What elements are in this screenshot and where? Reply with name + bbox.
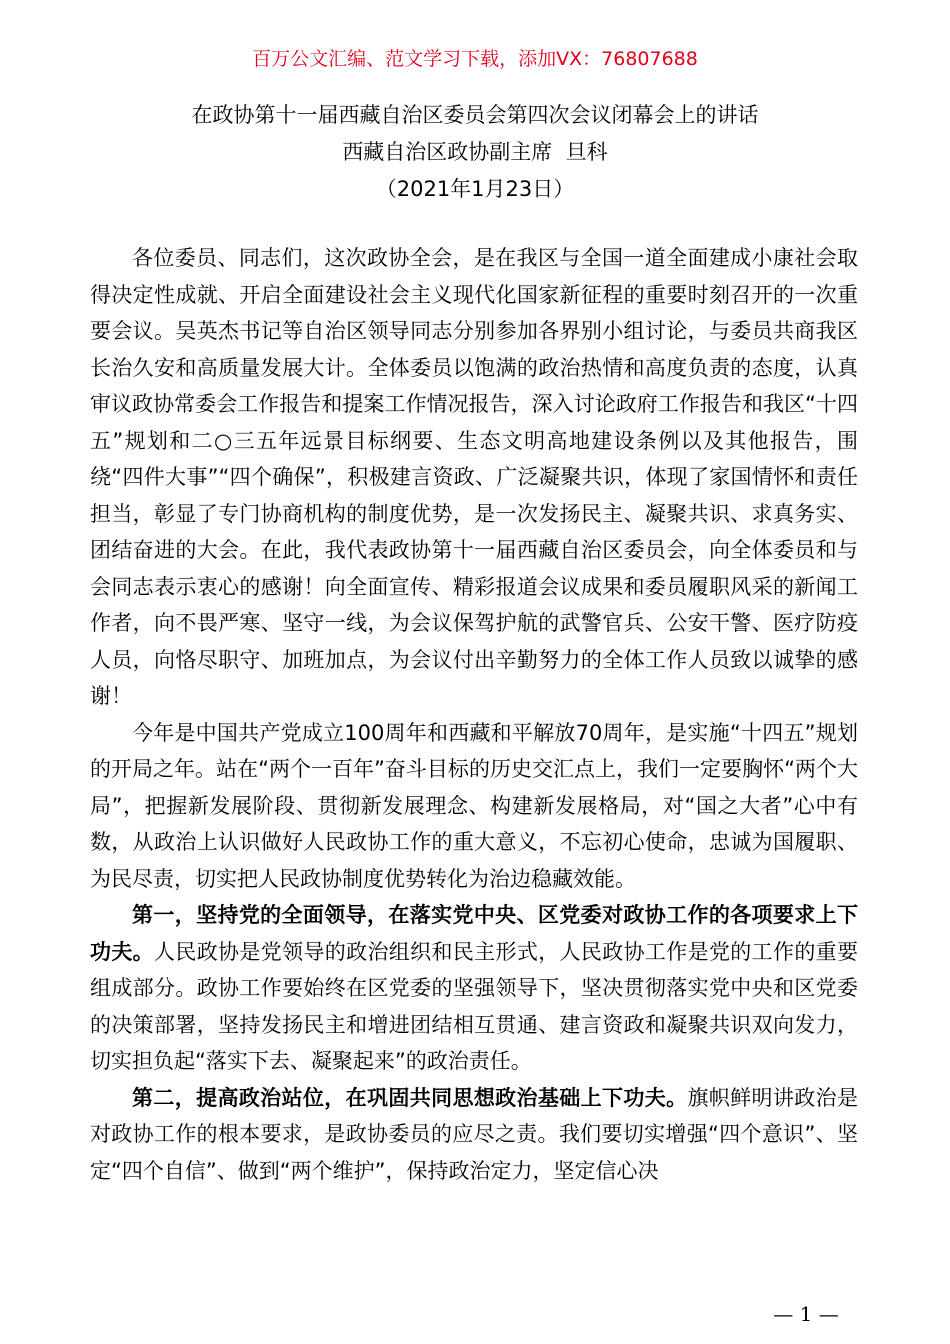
page-number: — 1 — xyxy=(773,1302,839,1326)
document-title: 在政协第十一届西藏自治区委员会第四次会议闭幕会上的讲话 xyxy=(191,103,759,127)
paragraph-point-one xyxy=(90,897,858,1080)
point-two-text: 旗帜鲜明讲政治是对政协工作的根本要求，是政协委员的应尽之责。我们要切实增强“四个意识”、坚定“四个自信”、做到“两个维护”，保持政治定力，坚定信心决 xyxy=(90,1085,858,1183)
speaker-line: 西藏自治区政协副主席 旦科 xyxy=(342,140,608,164)
speech-body xyxy=(90,240,858,1189)
speech-date: （2021年1月23日） xyxy=(375,177,575,201)
point-two-heading: 第二，提高政治站位，在巩固共同思想政治基础上下功夫。 xyxy=(132,1085,688,1110)
document-header xyxy=(0,97,950,208)
point-one-heading: 第一，坚持党的全面领导，在落实党中央、区党委对政协工作的各项要求上下功夫。 xyxy=(90,903,858,964)
watermark-banner: 百万公文汇编、范文学习下载，添加VX：76807688 xyxy=(252,48,698,70)
paragraph-anniversary: 今年是中国共产党成立100周年和西藏和平解放70周年，是实施“十四五”规划的开局之年。站在“两个一百年”奋斗目标的历史交汇点上，我们一定要胸怀“两个大局”，把握新发展阶段、贯彻新发展理念、构建新发展格局，对“国之大者”心中有数，从政治上认识做好人民政协工作的重大意义，不忘初心使命，忠诚为国履职、为民尽责，切实把人民政协制度优势转化为治边稳藏效能。 xyxy=(90,720,858,891)
paragraph-opening: 各位委员、同志们，这次政协全会，是在我区与全国一道全面建成小康社会取得决定性成就、开启全面建设社会主义现代化国家新征程的重要时刻召开的一次重要会议。吴英杰书记等自治区领导同志分别参加各界别小组讨论，与委员共商我区长治久安和高质量发展大计。全体委员以饱满的政治热情和高度负责的态度，认真审议政协常委会工作报告和提案工作情况报告，深入讨论政府工作报告和我区“十四五”规划和二○三五年远景目标纲要、生态文明高地建设条例以及其他报告，围绕“四件大事”“四个确保”，积极建言资政、广泛凝聚共识，体现了家国情怀和责任担当，彰显了专门协商机构的制度优势，是一次发扬民主、凝聚共识、求真务实、团结奋进的大会。在此，我代表政协第十一届西藏自治区委员会，向全体委员和与会同志表示衷心的感谢！向全面宣传、精彩报道会议成果和委员履职风采的新闻工作者，向不畏严寒、坚守一线，为会议保驾护航的武警官兵、公安干警、医疗防疫人员，向恪尽职守、加班加点，为会议付出辛勤努力的全体工作人员致以诚挚的感谢！ xyxy=(90,246,858,708)
paragraph-point-two xyxy=(90,1080,858,1190)
point-one-text: 人民政协是党领导的政治组织和民主形式，人民政协工作是党的工作的重要组成部分。政协工作要始终在区党委的坚强领导下，坚决贯彻落实党中央和区党委的决策部署，坚持发扬民主和增进团结相互贯通、建言资政和凝聚共识双向发力，切实担负起“落实下去、凝聚起来”的政治责任。 xyxy=(90,939,858,1073)
